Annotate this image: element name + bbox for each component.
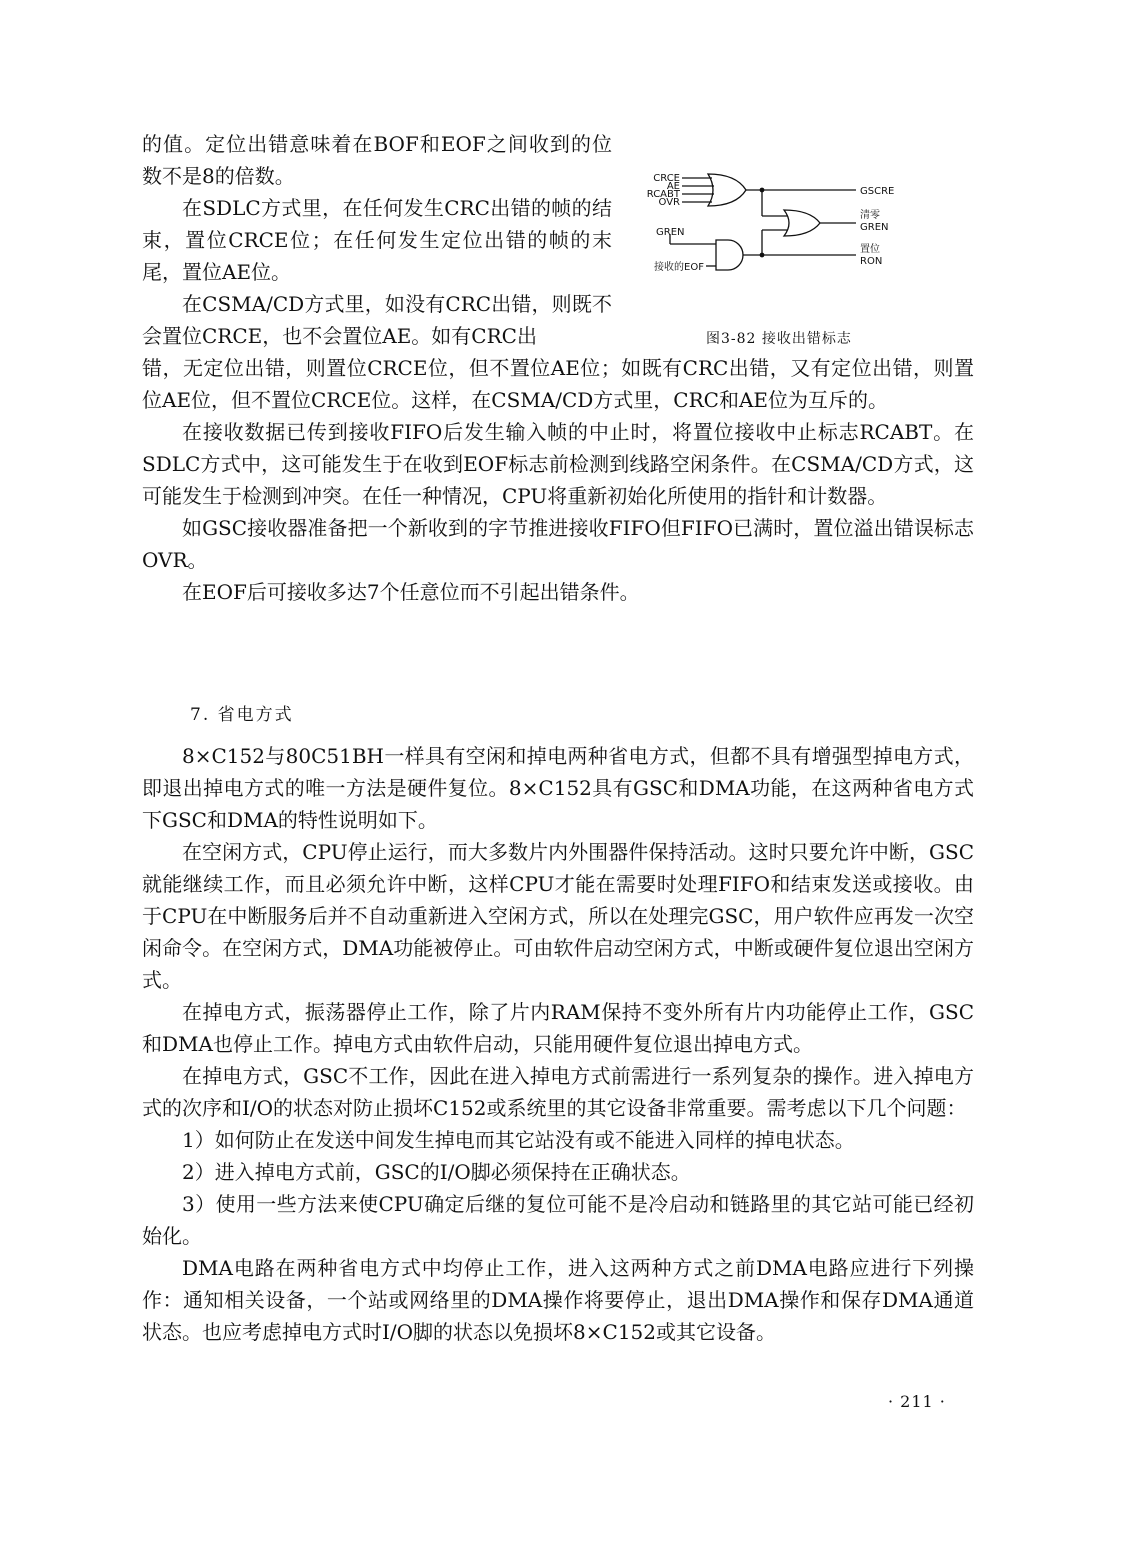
list-item-1: 1）如何防止在发送中间发生掉电而其它站没有或不能进入同样的掉电状态。 [182,1128,855,1152]
paragraph-dma: DMA电路在两种省电方式中均停止工作，进入这两种方式之前DMA电路应进行下列操作：通知相关设备，一个站或网络里的DMA操作将要停止，退出DMA操作和保存DMA通道状态。也应考虑掉电方式时I/O脚的状态以免损坏8×C152或其它设备。 [142,1256,974,1344]
output-label-gren: GREN [860,222,889,233]
input-label-ovr: OVR [658,197,680,208]
paragraph-sdlc-flags: 在SDLC方式里，在任何发生CRC出错的帧的结束，置位CRCE位；在任何发生定位出错的帧的末尾，置位AE位。 [142,196,612,284]
paragraph-powerdown-mode: 在掉电方式，振荡器停止工作，除了片内RAM保持不变外所有片内功能停止工作，GSC和DMA也停止工作。掉电方式由软件启动，只能用硬件复位退出掉电方式。 [142,1000,974,1056]
section-heading: 7. 省电方式 [190,705,294,725]
paragraph-eof: 在EOF后可接收多达7个任意位而不引起出错条件。 [182,580,640,604]
paragraph-power-intro: 8×C152与80C51BH一样具有空闲和掉电两种省电方式，但都不具有增强型掉电方式，即退出掉电方式的唯一方法是硬件复位。8×C152具有GSC和DMA功能，在这两种省电方式下GSC和DMA的特性说明如下。 [142,744,974,832]
paragraph-continued-top: 的值。定位出错意味着在BOF和EOF之间收到的位数不是8的倍数。 [142,132,612,188]
wrapped-text-column [142,128,612,352]
list-item-2: 2）进入掉电方式前，GSC的I/O脚必须保持在正确状态。 [182,1160,691,1184]
input-label-eof: 接收的EOF [654,262,704,273]
and-gate [716,240,743,270]
input-label-ae: AE [666,181,680,192]
main-text-block [142,352,974,608]
list-item-3: 3）使用一些方法来使CPU确定后继的复位可能不是冷启动和链路里的其它站可能已经初始化。 [142,1192,974,1248]
output-label-ron: RON [860,256,883,267]
or-gate-1 [708,174,746,206]
paragraph-csma-start: 在CSMA/CD方式里，如没有CRC出错，则既不会置位CRCE，也不会置位AE。如有CRC出 [142,292,612,348]
output-label-gscre: GSCRE [860,186,895,197]
figure-caption: 图3-82 接收出错标志 [706,331,852,347]
output-label-clear: 清零 [860,210,880,221]
paragraph-csma-end: 错，无定位出错，则置位CRCE位，但不置位AE位；如既有CRC出错，又有定位出错，则置位AE位，但不置位CRCE位。这样，在CSMA/CD方式里，CRC和AE位为互斥的。 [142,356,974,412]
output-label-set: 置位 [860,244,880,255]
input-label-gren: GREN [656,227,685,238]
page-number: · 211 · [888,1392,946,1411]
junction-dot [760,188,765,193]
paragraph-rcabt: 在接收数据已传到接收FIFO后发生输入帧的中止时，将置位接收中止标志RCABT。在SDLC方式中，这可能发生于在收到EOF标志前检测到线路空闲条件。在CSMA/CD方式，这可能发生于检测到冲突。在任一种情况，CPU将重新初始化所使用的指针和计数器。 [142,420,974,508]
or-gate-2 [784,210,820,236]
paragraph-ovr: 如GSC接收器准备把一个新收到的字节推进接收FIFO但FIFO已满时，置位溢出错误标志OVR。 [142,516,974,572]
paragraph-powerdown-gsc: 在掉电方式，GSC不工作，因此在进入掉电方式前需进行一系列复杂的操作。进入掉电方式的次序和I/O的状态对防止损坏C152或系统里的其它设备非常重要。需考虑以下几个问题： [142,1064,974,1120]
paragraph-idle-mode: 在空闲方式，CPU停止运行，而大多数片内外围器件保持活动。这时只要允许中断，GSC就能继续工作，而且必须允许中断，这样CPU才能在需要时处理FIFO和结束发送或接收。由于CPU在中断服务后并不自动重新进入空闲方式，所以在处理完GSC，用户软件应再发一次空闲命令。在空闲方式，DMA功能被停止。可由软件启动空闲方式，中断或硬件复位退出空闲方式。 [142,840,974,992]
junction-dot [760,253,765,258]
input-label-crce: CRCE [653,173,680,184]
logic-diagram-svg [622,160,922,280]
input-label-rcabt: RCABT [646,189,680,200]
power-saving-text-block [142,740,974,1348]
